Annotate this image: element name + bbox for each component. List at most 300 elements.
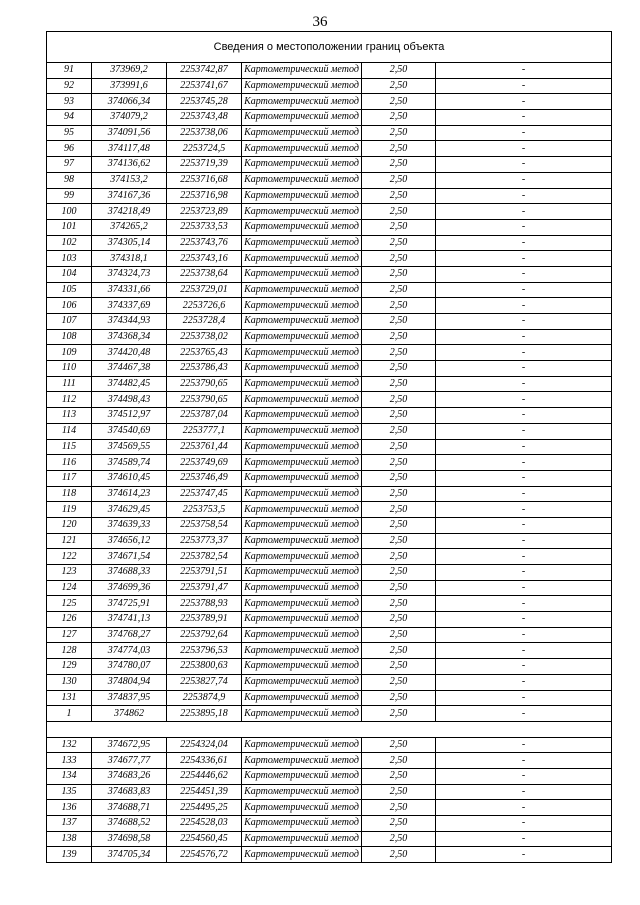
description-cell: - (436, 612, 612, 628)
description-cell: - (436, 486, 612, 502)
y-coordinate-cell: 2253761,44 (167, 439, 242, 455)
point-number-cell: 115 (47, 439, 92, 455)
x-coordinate-cell: 374639,33 (92, 517, 167, 533)
determination-method-cell: Картометрический метод (242, 549, 362, 565)
point-number-cell: 130 (47, 674, 92, 690)
description-cell: - (436, 549, 612, 565)
determination-method-cell: Картометрический метод (242, 157, 362, 173)
description-cell: - (436, 251, 612, 267)
description-cell: - (436, 816, 612, 832)
x-coordinate-cell: 374614,23 (92, 486, 167, 502)
accuracy-value-cell: 2,50 (362, 470, 436, 486)
x-coordinate-cell: 374498,43 (92, 392, 167, 408)
table-row (47, 172, 612, 188)
description-cell: - (436, 125, 612, 141)
y-coordinate-cell: 2253777,1 (167, 423, 242, 439)
table-row (47, 470, 612, 486)
point-number-cell: 131 (47, 690, 92, 706)
y-coordinate-cell: 2253765,43 (167, 345, 242, 361)
table-row (47, 816, 612, 832)
y-coordinate-cell: 2253728,4 (167, 314, 242, 330)
y-coordinate-cell: 2253716,98 (167, 188, 242, 204)
accuracy-value-cell: 2,50 (362, 266, 436, 282)
y-coordinate-cell: 2253791,51 (167, 565, 242, 581)
x-coordinate-cell: 374265,2 (92, 219, 167, 235)
determination-method-cell: Картометрический метод (242, 204, 362, 220)
point-number-cell: 125 (47, 596, 92, 612)
accuracy-value-cell: 2,50 (362, 486, 436, 502)
description-cell: - (436, 392, 612, 408)
accuracy-value-cell: 2,50 (362, 627, 436, 643)
point-number-cell: 129 (47, 659, 92, 675)
point-number-cell: 122 (47, 549, 92, 565)
accuracy-value-cell: 2,50 (362, 800, 436, 816)
y-coordinate-cell: 2253800,63 (167, 659, 242, 675)
y-coordinate-cell: 2253792,64 (167, 627, 242, 643)
table-row (47, 439, 612, 455)
table-row (47, 235, 612, 251)
point-number-cell: 134 (47, 768, 92, 784)
description-cell: - (436, 298, 612, 314)
accuracy-value-cell: 2,50 (362, 125, 436, 141)
x-coordinate-cell: 374368,34 (92, 329, 167, 345)
point-number-cell: 105 (47, 282, 92, 298)
accuracy-value-cell: 2,50 (362, 784, 436, 800)
description-cell: - (436, 643, 612, 659)
x-coordinate-cell: 374725,91 (92, 596, 167, 612)
description-cell: - (436, 63, 612, 79)
x-coordinate-cell: 374629,45 (92, 502, 167, 518)
determination-method-cell: Картометрический метод (242, 314, 362, 330)
determination-method-cell: Картометрический метод (242, 298, 362, 314)
table-row (47, 565, 612, 581)
point-number-cell: 119 (47, 502, 92, 518)
table-row (47, 517, 612, 533)
y-coordinate-cell: 2253895,18 (167, 706, 242, 722)
determination-method-cell: Картометрический метод (242, 392, 362, 408)
point-number-cell: 121 (47, 533, 92, 549)
accuracy-value-cell: 2,50 (362, 831, 436, 847)
table-row (47, 596, 612, 612)
section-separator-row (47, 721, 612, 737)
accuracy-value-cell: 2,50 (362, 110, 436, 126)
description-cell: - (436, 800, 612, 816)
x-coordinate-cell: 374672,95 (92, 737, 167, 753)
table-row (47, 847, 612, 863)
accuracy-value-cell: 2,50 (362, 753, 436, 769)
determination-method-cell: Картометрический метод (242, 784, 362, 800)
description-cell: - (436, 329, 612, 345)
accuracy-value-cell: 2,50 (362, 565, 436, 581)
table-row (47, 282, 612, 298)
point-number-cell: 135 (47, 784, 92, 800)
x-coordinate-cell: 374741,13 (92, 612, 167, 628)
accuracy-value-cell: 2,50 (362, 141, 436, 157)
description-cell: - (436, 314, 612, 330)
x-coordinate-cell: 374153,2 (92, 172, 167, 188)
table-row (47, 549, 612, 565)
determination-method-cell: Картометрический метод (242, 470, 362, 486)
y-coordinate-cell: 2253745,28 (167, 94, 242, 110)
y-coordinate-cell: 2254576,72 (167, 847, 242, 863)
table-row (47, 502, 612, 518)
table-row (47, 674, 612, 690)
determination-method-cell: Картометрический метод (242, 768, 362, 784)
y-coordinate-cell: 2253743,16 (167, 251, 242, 267)
description-cell: - (436, 565, 612, 581)
accuracy-value-cell: 2,50 (362, 251, 436, 267)
x-coordinate-cell: 374768,27 (92, 627, 167, 643)
point-number-cell: 98 (47, 172, 92, 188)
description-cell: - (436, 172, 612, 188)
description-cell: - (436, 110, 612, 126)
y-coordinate-cell: 2253827,74 (167, 674, 242, 690)
y-coordinate-cell: 2254528,03 (167, 816, 242, 832)
determination-method-cell: Картометрический метод (242, 110, 362, 126)
point-number-cell: 133 (47, 753, 92, 769)
description-cell: - (436, 345, 612, 361)
y-coordinate-cell: 2253790,65 (167, 392, 242, 408)
table-row (47, 251, 612, 267)
table-row (47, 784, 612, 800)
table-row (47, 298, 612, 314)
y-coordinate-cell: 2253790,65 (167, 376, 242, 392)
accuracy-value-cell: 2,50 (362, 78, 436, 94)
accuracy-value-cell: 2,50 (362, 580, 436, 596)
accuracy-value-cell: 2,50 (362, 439, 436, 455)
x-coordinate-cell: 374136,62 (92, 157, 167, 173)
accuracy-value-cell: 2,50 (362, 361, 436, 377)
description-cell: - (436, 690, 612, 706)
table-row (47, 141, 612, 157)
x-coordinate-cell: 374324,73 (92, 266, 167, 282)
table-row (47, 157, 612, 173)
accuracy-value-cell: 2,50 (362, 674, 436, 690)
point-number-cell: 92 (47, 78, 92, 94)
determination-method-cell: Картометрический метод (242, 800, 362, 816)
accuracy-value-cell: 2,50 (362, 298, 436, 314)
description-cell: - (436, 439, 612, 455)
table-title-row (47, 32, 612, 63)
accuracy-value-cell: 2,50 (362, 643, 436, 659)
separator-cell (47, 721, 612, 737)
x-coordinate-cell: 374066,34 (92, 94, 167, 110)
determination-method-cell: Картометрический метод (242, 63, 362, 79)
point-number-cell: 95 (47, 125, 92, 141)
y-coordinate-cell: 2253743,76 (167, 235, 242, 251)
x-coordinate-cell: 374305,14 (92, 235, 167, 251)
point-number-cell: 91 (47, 63, 92, 79)
x-coordinate-cell: 374837,95 (92, 690, 167, 706)
point-number-cell: 1 (47, 706, 92, 722)
x-coordinate-cell: 374318,1 (92, 251, 167, 267)
y-coordinate-cell: 2253773,37 (167, 533, 242, 549)
determination-method-cell: Картометрический метод (242, 251, 362, 267)
boundary-coordinates-table (46, 31, 612, 863)
point-number-cell: 108 (47, 329, 92, 345)
page-number: 36 (312, 14, 328, 30)
description-cell: - (436, 282, 612, 298)
y-coordinate-cell: 2253738,64 (167, 266, 242, 282)
x-coordinate-cell: 374699,36 (92, 580, 167, 596)
y-coordinate-cell: 2253742,87 (167, 63, 242, 79)
table-row (47, 408, 612, 424)
accuracy-value-cell: 2,50 (362, 596, 436, 612)
table-row (47, 376, 612, 392)
y-coordinate-cell: 2253733,53 (167, 219, 242, 235)
determination-method-cell: Картометрический метод (242, 612, 362, 628)
y-coordinate-cell: 2253749,69 (167, 455, 242, 471)
x-coordinate-cell: 374420,48 (92, 345, 167, 361)
x-coordinate-cell: 374589,74 (92, 455, 167, 471)
accuracy-value-cell: 2,50 (362, 706, 436, 722)
table-row (47, 204, 612, 220)
y-coordinate-cell: 2254451,39 (167, 784, 242, 800)
description-cell: - (436, 596, 612, 612)
accuracy-value-cell: 2,50 (362, 219, 436, 235)
point-number-cell: 110 (47, 361, 92, 377)
point-number-cell: 117 (47, 470, 92, 486)
description-cell: - (436, 455, 612, 471)
point-number-cell: 138 (47, 831, 92, 847)
x-coordinate-cell: 374610,45 (92, 470, 167, 486)
point-number-cell: 113 (47, 408, 92, 424)
accuracy-value-cell: 2,50 (362, 816, 436, 832)
accuracy-value-cell: 2,50 (362, 188, 436, 204)
x-coordinate-cell: 373991,6 (92, 78, 167, 94)
y-coordinate-cell: 2253726,6 (167, 298, 242, 314)
description-cell: - (436, 423, 612, 439)
description-cell: - (436, 659, 612, 675)
x-coordinate-cell: 374512,97 (92, 408, 167, 424)
determination-method-cell: Картометрический метод (242, 643, 362, 659)
description-cell: - (436, 674, 612, 690)
determination-method-cell: Картометрический метод (242, 753, 362, 769)
y-coordinate-cell: 2253788,93 (167, 596, 242, 612)
point-number-cell: 132 (47, 737, 92, 753)
x-coordinate-cell: 374705,34 (92, 847, 167, 863)
x-coordinate-cell: 374337,69 (92, 298, 167, 314)
point-number-cell: 136 (47, 800, 92, 816)
y-coordinate-cell: 2253796,53 (167, 643, 242, 659)
y-coordinate-cell: 2254560,45 (167, 831, 242, 847)
x-coordinate-cell: 374671,54 (92, 549, 167, 565)
x-coordinate-cell: 374079,2 (92, 110, 167, 126)
y-coordinate-cell: 2253789,91 (167, 612, 242, 628)
determination-method-cell: Картометрический метод (242, 580, 362, 596)
y-coordinate-cell: 2253729,01 (167, 282, 242, 298)
y-coordinate-cell: 2253791,47 (167, 580, 242, 596)
point-number-cell: 126 (47, 612, 92, 628)
y-coordinate-cell: 2253753,5 (167, 502, 242, 518)
description-cell: - (436, 517, 612, 533)
determination-method-cell: Картометрический метод (242, 596, 362, 612)
table-row (47, 423, 612, 439)
table-row (47, 580, 612, 596)
x-coordinate-cell: 374683,26 (92, 768, 167, 784)
accuracy-value-cell: 2,50 (362, 329, 436, 345)
y-coordinate-cell: 2253716,68 (167, 172, 242, 188)
y-coordinate-cell: 2253782,54 (167, 549, 242, 565)
accuracy-value-cell: 2,50 (362, 408, 436, 424)
point-number-cell: 123 (47, 565, 92, 581)
determination-method-cell: Картометрический метод (242, 517, 362, 533)
determination-method-cell: Картометрический метод (242, 125, 362, 141)
table-row (47, 768, 612, 784)
y-coordinate-cell: 2253724,5 (167, 141, 242, 157)
y-coordinate-cell: 2253719,39 (167, 157, 242, 173)
point-number-cell: 104 (47, 266, 92, 282)
accuracy-value-cell: 2,50 (362, 157, 436, 173)
accuracy-value-cell: 2,50 (362, 345, 436, 361)
table-row (47, 627, 612, 643)
x-coordinate-cell: 374688,71 (92, 800, 167, 816)
point-number-cell: 99 (47, 188, 92, 204)
x-coordinate-cell: 374482,45 (92, 376, 167, 392)
y-coordinate-cell: 2254446,62 (167, 768, 242, 784)
determination-method-cell: Картометрический метод (242, 831, 362, 847)
point-number-cell: 109 (47, 345, 92, 361)
point-number-cell: 100 (47, 204, 92, 220)
description-cell: - (436, 376, 612, 392)
description-cell: - (436, 361, 612, 377)
x-coordinate-cell: 374467,38 (92, 361, 167, 377)
table-row (47, 706, 612, 722)
determination-method-cell: Картометрический метод (242, 674, 362, 690)
determination-method-cell: Картометрический метод (242, 455, 362, 471)
y-coordinate-cell: 2253738,02 (167, 329, 242, 345)
point-number-cell: 107 (47, 314, 92, 330)
description-cell: - (436, 768, 612, 784)
description-cell: - (436, 784, 612, 800)
determination-method-cell: Картометрический метод (242, 565, 362, 581)
determination-method-cell: Картометрический метод (242, 627, 362, 643)
point-number-cell: 124 (47, 580, 92, 596)
table-row (47, 800, 612, 816)
point-number-cell: 111 (47, 376, 92, 392)
table-row (47, 110, 612, 126)
y-coordinate-cell: 2253746,49 (167, 470, 242, 486)
y-coordinate-cell: 2253874,9 (167, 690, 242, 706)
x-coordinate-cell: 374688,52 (92, 816, 167, 832)
accuracy-value-cell: 2,50 (362, 204, 436, 220)
determination-method-cell: Картометрический метод (242, 361, 362, 377)
table-row (47, 831, 612, 847)
table-title: Сведения о местоположении границ объекта (47, 32, 612, 63)
point-number-cell: 116 (47, 455, 92, 471)
determination-method-cell: Картометрический метод (242, 502, 362, 518)
accuracy-value-cell: 2,50 (362, 768, 436, 784)
table-row (47, 612, 612, 628)
description-cell: - (436, 78, 612, 94)
accuracy-value-cell: 2,50 (362, 549, 436, 565)
table-row (47, 266, 612, 282)
x-coordinate-cell: 374656,12 (92, 533, 167, 549)
determination-method-cell: Картометрический метод (242, 376, 362, 392)
determination-method-cell: Картометрический метод (242, 423, 362, 439)
description-cell: - (436, 266, 612, 282)
accuracy-value-cell: 2,50 (362, 455, 436, 471)
point-number-cell: 120 (47, 517, 92, 533)
point-number-cell: 102 (47, 235, 92, 251)
table-row (47, 486, 612, 502)
description-cell: - (436, 847, 612, 863)
y-coordinate-cell: 2253747,45 (167, 486, 242, 502)
description-cell: - (436, 737, 612, 753)
point-number-cell: 97 (47, 157, 92, 173)
accuracy-value-cell: 2,50 (362, 172, 436, 188)
point-number-cell: 112 (47, 392, 92, 408)
table-row (47, 659, 612, 675)
y-coordinate-cell: 2253758,54 (167, 517, 242, 533)
accuracy-value-cell: 2,50 (362, 376, 436, 392)
x-coordinate-cell: 374344,93 (92, 314, 167, 330)
x-coordinate-cell: 374683,83 (92, 784, 167, 800)
y-coordinate-cell: 2253786,43 (167, 361, 242, 377)
accuracy-value-cell: 2,50 (362, 502, 436, 518)
table-row (47, 345, 612, 361)
determination-method-cell: Картометрический метод (242, 282, 362, 298)
description-cell: - (436, 141, 612, 157)
y-coordinate-cell: 2254336,61 (167, 753, 242, 769)
table-row (47, 455, 612, 471)
description-cell: - (436, 188, 612, 204)
table-row (47, 94, 612, 110)
determination-method-cell: Картометрический метод (242, 266, 362, 282)
accuracy-value-cell: 2,50 (362, 612, 436, 628)
x-coordinate-cell: 374540,69 (92, 423, 167, 439)
determination-method-cell: Картометрический метод (242, 737, 362, 753)
x-coordinate-cell: 374331,66 (92, 282, 167, 298)
determination-method-cell: Картометрический метод (242, 141, 362, 157)
table-row (47, 533, 612, 549)
y-coordinate-cell: 2254324,04 (167, 737, 242, 753)
determination-method-cell: Картометрический метод (242, 172, 362, 188)
description-cell: - (436, 502, 612, 518)
determination-method-cell: Картометрический метод (242, 188, 362, 204)
x-coordinate-cell: 374688,33 (92, 565, 167, 581)
y-coordinate-cell: 2253738,06 (167, 125, 242, 141)
y-coordinate-cell: 2253743,48 (167, 110, 242, 126)
table-row (47, 753, 612, 769)
accuracy-value-cell: 2,50 (362, 847, 436, 863)
determination-method-cell: Картометрический метод (242, 408, 362, 424)
x-coordinate-cell: 374804,94 (92, 674, 167, 690)
point-number-cell: 139 (47, 847, 92, 863)
x-coordinate-cell: 374218,49 (92, 204, 167, 220)
determination-method-cell: Картометрический метод (242, 78, 362, 94)
description-cell: - (436, 219, 612, 235)
point-number-cell: 106 (47, 298, 92, 314)
x-coordinate-cell: 373969,2 (92, 63, 167, 79)
table-row (47, 78, 612, 94)
x-coordinate-cell: 374117,48 (92, 141, 167, 157)
description-cell: - (436, 753, 612, 769)
point-number-cell: 93 (47, 94, 92, 110)
table-row (47, 125, 612, 141)
accuracy-value-cell: 2,50 (362, 392, 436, 408)
table-row (47, 329, 612, 345)
point-number-cell: 128 (47, 643, 92, 659)
x-coordinate-cell: 374780,07 (92, 659, 167, 675)
accuracy-value-cell: 2,50 (362, 517, 436, 533)
table-row (47, 690, 612, 706)
table-row (47, 643, 612, 659)
description-cell: - (436, 470, 612, 486)
determination-method-cell: Картометрический метод (242, 847, 362, 863)
y-coordinate-cell: 2254495,25 (167, 800, 242, 816)
table-row (47, 314, 612, 330)
